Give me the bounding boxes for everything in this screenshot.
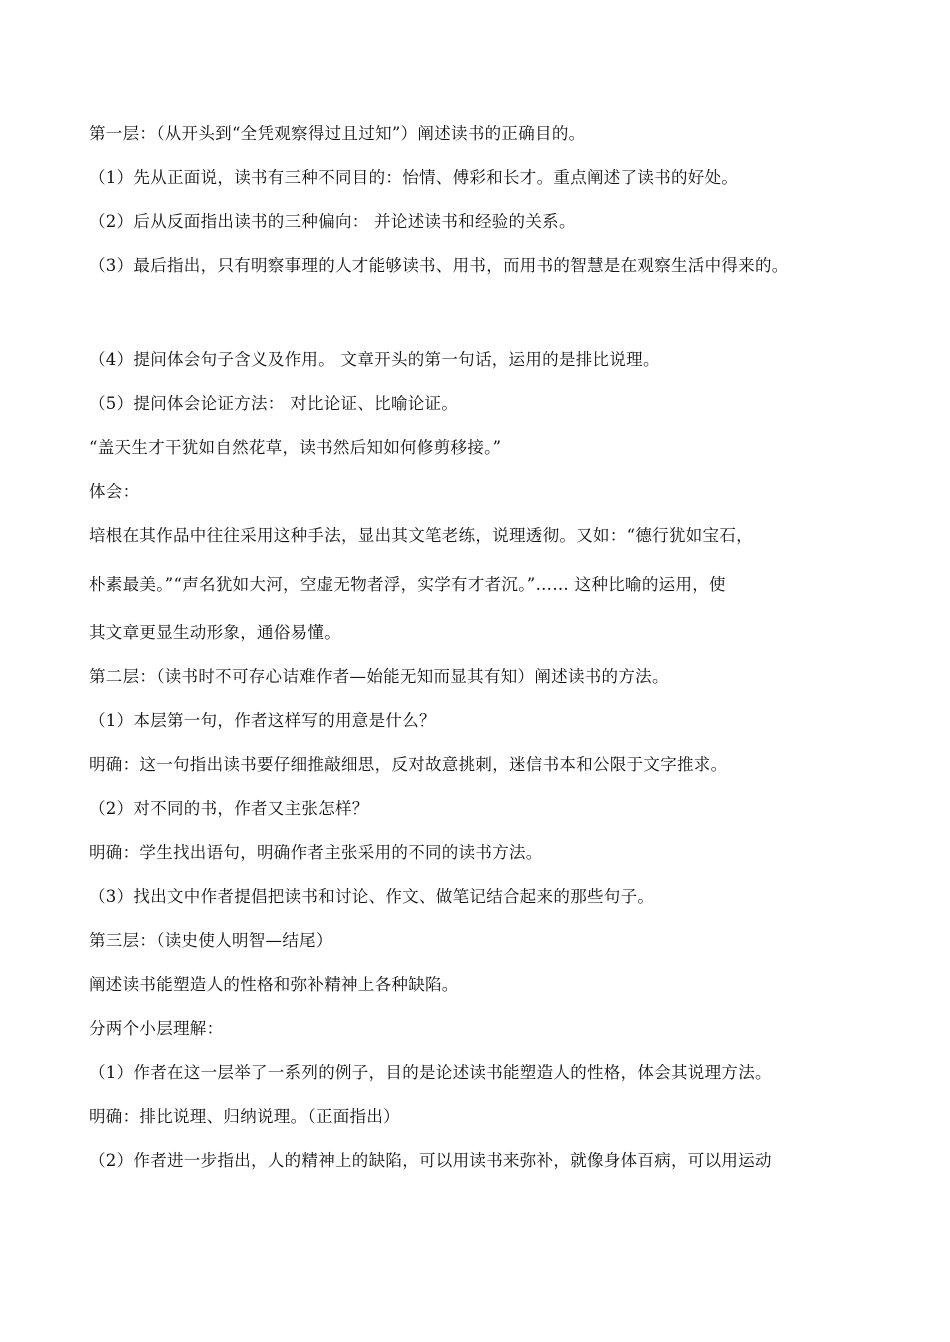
heading-layer-two: 第二层：（读书时不可存心诘难作者—始能无知而显其有知）阐述读书的方法。 xyxy=(89,667,669,686)
paragraph-tihui-1: 培根在其作品中往往采用这种手法，显出其文笔老练，说理透彻。又如：“德行犹如宝石， xyxy=(89,526,753,545)
paragraph-point-3: （3）最后指出，只有明察事理的人才能够读书、用书，而用书的智慧是在观察生活中得来的。 xyxy=(89,256,789,275)
answer-1: 明确：这一句指出读书要仔细推敲细思，反对故意挑刺，迷信书本和公限于文字推求。 xyxy=(89,755,728,774)
question-1: （1）本层第一句，作者这样写的用意是什么？ xyxy=(89,711,436,730)
paragraph-tihui-3: 其文章更显生动形象，通俗易懂。 xyxy=(89,623,341,642)
sublayer-answer-1: 明确：排比说理、归纳说理。（正面指出） xyxy=(89,1107,400,1126)
question-3: （3）找出文中作者提倡把读书和讨论、作文、做笔记结合起来的那些句子。 xyxy=(89,887,655,906)
paragraph-point-4: （4）提问体会句子含义及作用。 文章开头的第一句话，运用的是排比说理。 xyxy=(89,350,660,369)
paragraph-point-1: （1）先从正面说，读书有三种不同目的：怡情、傅彩和长才。重点阐述了读书的好处。 xyxy=(89,168,739,187)
sublayer-point-1: （1）作者在这一层举了一系列的例子，目的是论述读书能塑造人的性格，体会其说理方法。 xyxy=(89,1063,772,1082)
label-tihui: 体会： xyxy=(89,482,140,501)
paragraph-point-2: （2）后从反面指出读书的三种偏向： 并论述读书和经验的关系。 xyxy=(89,212,576,231)
quote-line: “盖天生才干犹如自然花草，读书然后知如何修剪移接。” xyxy=(89,438,502,457)
question-2: （2）对不同的书，作者又主张怎样？ xyxy=(89,799,369,818)
paragraph-two-sublayers: 分两个小层理解： xyxy=(89,1019,224,1038)
heading-layer-three: 第三层：（读史使人明智—结尾） xyxy=(89,931,333,950)
sublayer-point-2: （2）作者进一步指出，人的精神上的缺陷，可以用读书来弥补，就像身体百病，可以用运动 xyxy=(89,1151,772,1170)
answer-2: 明确：学生找出语句，明确作者主张采用的不同的读书方法。 xyxy=(89,843,543,862)
paragraph-point-5: （5）提问体会论证方法： 对比论证、比喻论证。 xyxy=(89,394,459,413)
paragraph-tihui-2: 朴素最美。”“声名犹如大河，空虚无物者浮，实学有才者沉。”…… 这种比喻的运用，使 xyxy=(89,575,726,594)
paragraph-layer-three: 阐述读书能塑造人的性格和弥补精神上各种缺陷。 xyxy=(89,975,459,994)
heading-layer-one: 第一层：（从开头到“全凭观察得过且过知”）阐述读书的正确目的。 xyxy=(89,124,586,143)
